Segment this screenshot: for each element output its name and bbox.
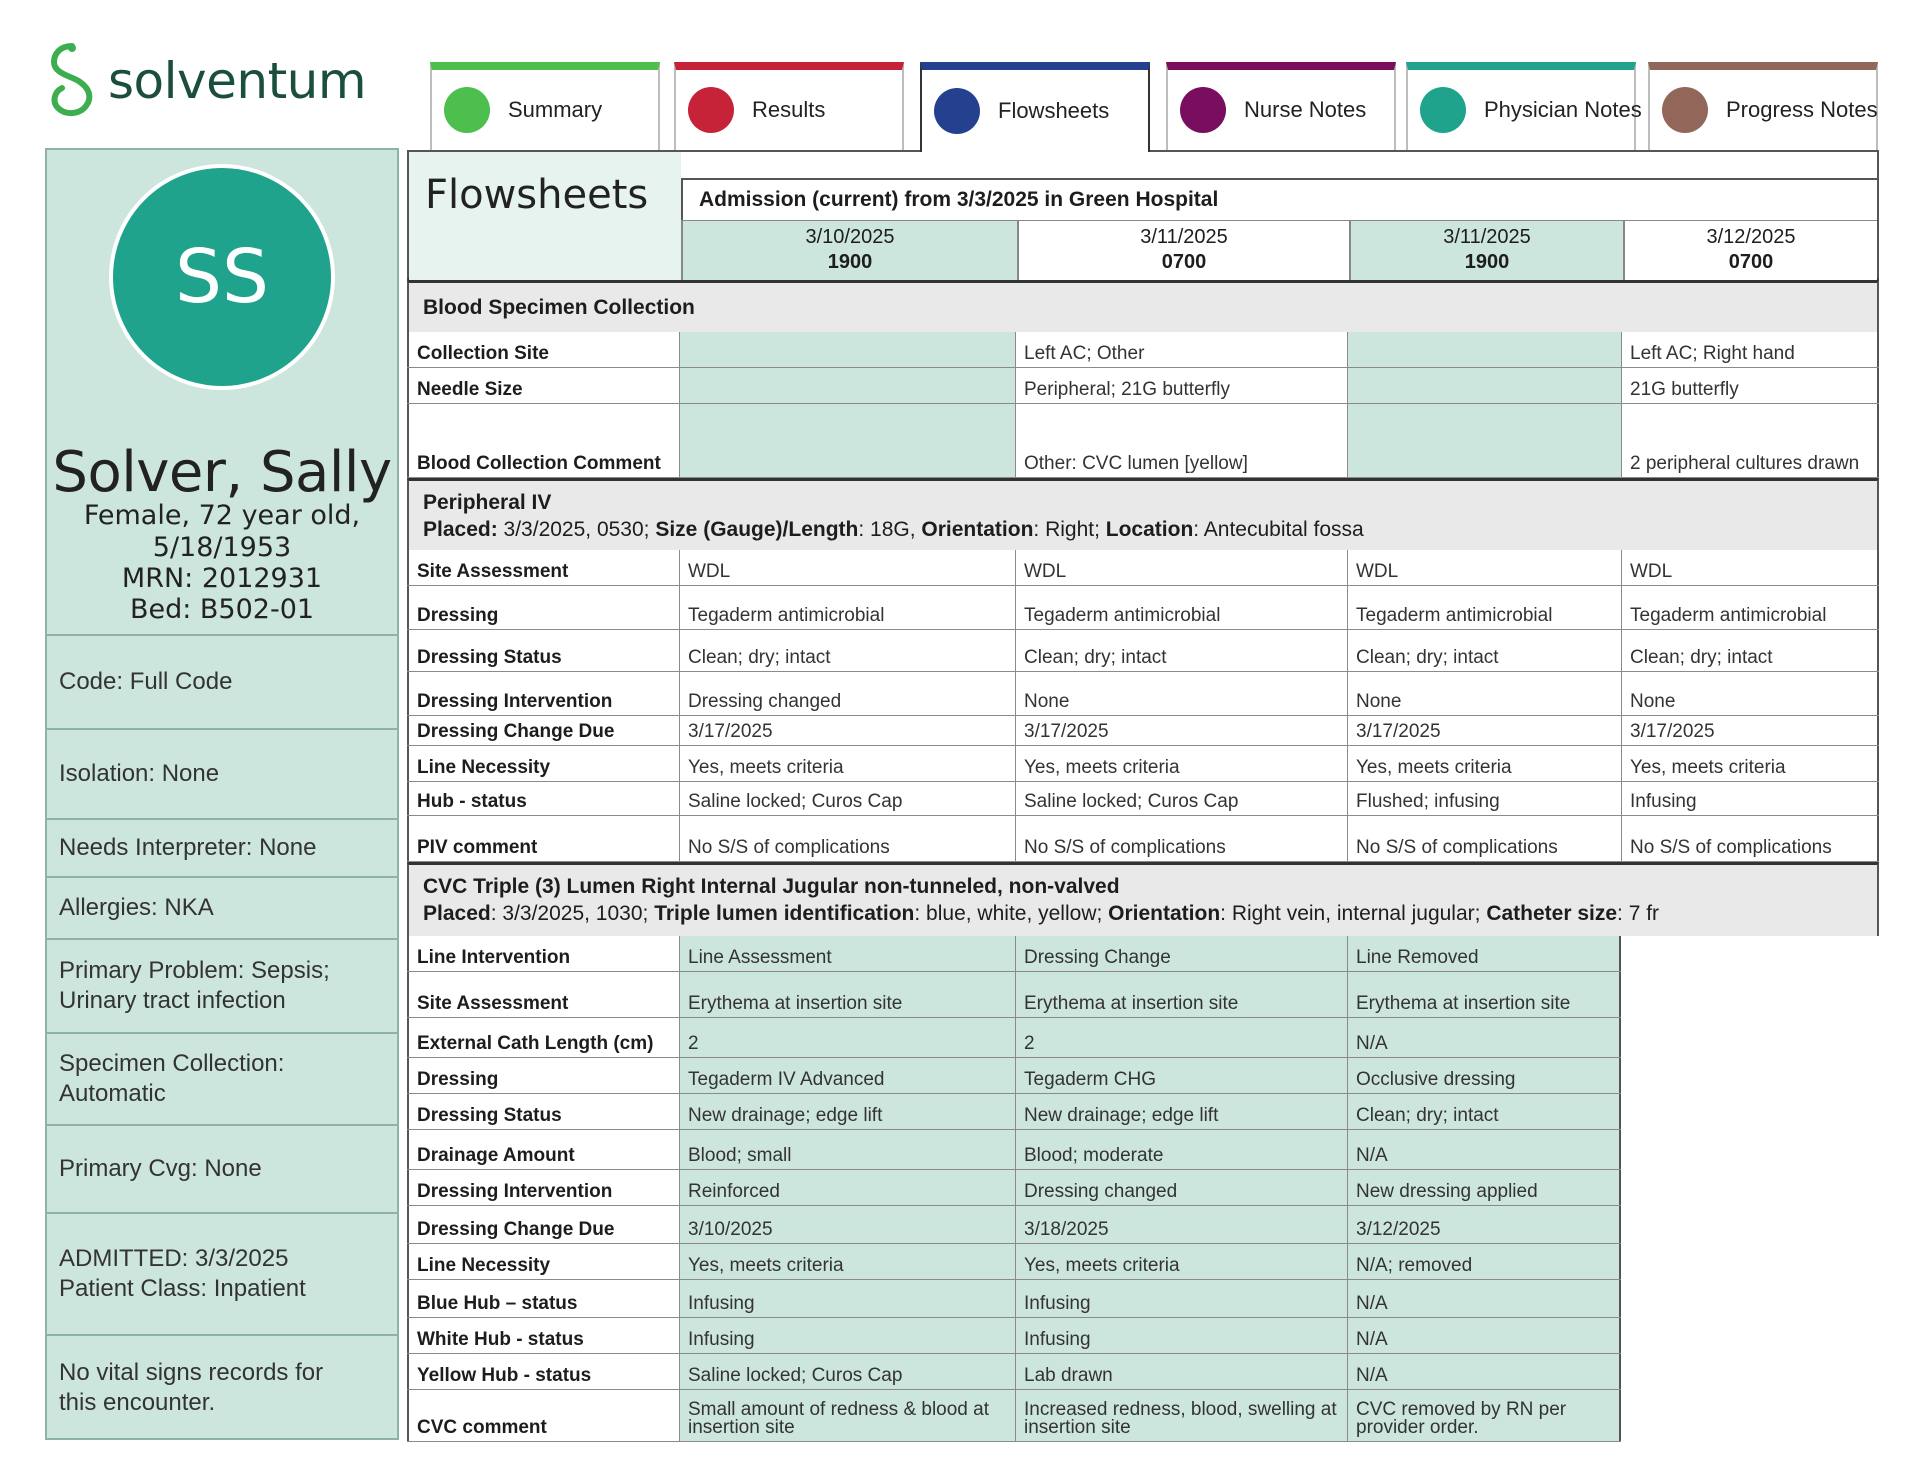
isolation-text: Isolation: None (59, 760, 220, 787)
progress-notes-dot-icon (1662, 87, 1708, 133)
row-label: Dressing Intervention (407, 672, 679, 715)
table-cell[interactable]: Saline locked; Curos Cap (1015, 782, 1347, 815)
specimen-line2: Automatic (59, 1080, 166, 1107)
size-value: : 18G, (858, 518, 922, 541)
patient-mrn: MRN: 2012931 (121, 563, 323, 594)
tab-flowsheets[interactable] (920, 62, 1150, 152)
tab-summary[interactable] (430, 62, 660, 150)
table-cell[interactable]: N/A (1347, 1318, 1621, 1353)
table-row (407, 782, 1879, 816)
admission-info (47, 1212, 397, 1334)
table-cell[interactable]: Tegaderm antimicrobial (1621, 586, 1879, 629)
tab-label: Summary (508, 97, 603, 122)
table-cell[interactable]: Tegaderm CHG (1015, 1058, 1347, 1093)
row-label: Line Necessity (407, 1244, 679, 1279)
table-cell[interactable]: WDL (679, 550, 1015, 585)
table-cell[interactable]: N/A (1347, 1130, 1621, 1169)
table-cell[interactable]: 3/17/2025 (1015, 716, 1347, 745)
cvc-placement-details (423, 900, 1877, 927)
table-cell[interactable] (679, 404, 1015, 477)
row-label: Site Assessment (407, 972, 679, 1017)
table-row (407, 1354, 1621, 1390)
table-row (407, 672, 1879, 716)
table-row (407, 1130, 1621, 1170)
catheter-size-value: : 7 fr (1617, 902, 1660, 925)
allergies-text: Allergies: NKA (59, 894, 214, 921)
table-cell[interactable] (1347, 368, 1621, 403)
table-cell[interactable]: Infusing (679, 1280, 1015, 1317)
table-row (407, 816, 1879, 862)
table-cell[interactable] (1347, 404, 1621, 477)
table-cell[interactable]: Tegaderm antimicrobial (1015, 586, 1347, 629)
table-cell[interactable]: Small amount of redness & blood at insertion site (679, 1390, 1015, 1441)
location-label: Location (1105, 518, 1194, 541)
row-label: CVC comment (407, 1390, 679, 1441)
column-date: 3/11/2025 (1443, 226, 1531, 248)
table-cell[interactable]: CVC removed by RN per provider order. (1347, 1390, 1621, 1441)
table-row (407, 1280, 1621, 1318)
table-cell[interactable]: Erythema at insertion site (1347, 972, 1621, 1017)
table-cell[interactable]: 2 peripheral cultures drawn (1621, 404, 1879, 477)
table-row (407, 1170, 1621, 1206)
table-cell[interactable] (679, 368, 1015, 403)
column-date: 3/11/2025 (1140, 226, 1228, 248)
table-cell[interactable]: None (1347, 672, 1621, 715)
table-cell[interactable]: 2 (1015, 1018, 1347, 1057)
solventum-s-icon (42, 42, 102, 120)
piv-placement-details (423, 516, 1877, 543)
orientation-value: : Right vein, internal jugular; (1220, 902, 1487, 925)
table-row (407, 1390, 1621, 1442)
table-cell[interactable]: N/A; removed (1347, 1244, 1621, 1279)
primary-problem (47, 938, 397, 1032)
table-cell[interactable]: Infusing (1621, 782, 1879, 815)
table-cell[interactable]: Tegaderm antimicrobial (1347, 586, 1621, 629)
primary-coverage (47, 1124, 397, 1212)
table-cell[interactable]: Infusing (1015, 1318, 1347, 1353)
table-cell[interactable]: Clean; dry; intact (1347, 1094, 1621, 1129)
column-time: 1900 (827, 251, 873, 273)
row-label: Dressing (407, 1058, 679, 1093)
table-row (407, 404, 1879, 478)
column-time: 0700 (1728, 251, 1774, 273)
table-cell[interactable] (679, 332, 1015, 367)
table-row (407, 1018, 1621, 1058)
catheter-size-label: Catheter size (1486, 902, 1618, 925)
tab-bar (430, 62, 1878, 150)
tab-label: Flowsheets (998, 98, 1110, 123)
vitals-line2: this encounter. (59, 1389, 216, 1416)
allergies (47, 876, 397, 938)
row-label: PIV comment (407, 816, 679, 861)
table-cell[interactable]: No S/S of complications (1347, 816, 1621, 861)
patient-panel (45, 148, 399, 1440)
row-label: External Cath Length (cm) (407, 1018, 679, 1057)
placed-label: Placed (423, 902, 491, 925)
nurse-notes-dot-icon (1180, 87, 1226, 133)
table-cell[interactable]: 3/18/2025 (1015, 1206, 1347, 1243)
flowsheets-dot-icon (934, 88, 980, 134)
table-cell[interactable]: Line Removed (1347, 936, 1621, 971)
table-row (407, 1094, 1621, 1130)
orientation-label: Orientation (1108, 902, 1221, 925)
results-dot-icon (688, 87, 734, 133)
tab-results[interactable] (674, 62, 904, 150)
table-cell[interactable]: Infusing (679, 1318, 1015, 1353)
row-label: Dressing (407, 586, 679, 629)
table-cell[interactable]: 3/10/2025 (679, 1206, 1015, 1243)
table-cell[interactable]: Yes, meets criteria (1621, 746, 1879, 781)
column-header[interactable] (681, 220, 1017, 280)
tab-label: Results (752, 97, 826, 122)
column-header[interactable] (1349, 220, 1623, 280)
lumen-id-label: Triple lumen identification (654, 902, 915, 925)
table-cell[interactable]: N/A (1347, 1354, 1621, 1389)
tab-nurse-notes[interactable] (1166, 62, 1396, 150)
table-cell[interactable]: Saline locked; Curos Cap (679, 1354, 1015, 1389)
row-label: Line Intervention (407, 936, 679, 971)
row-label: White Hub - status (407, 1318, 679, 1353)
table-cell[interactable]: Tegaderm antimicrobial (679, 586, 1015, 629)
table-cell[interactable]: Saline locked; Curos Cap (679, 782, 1015, 815)
brand-name: solventum (108, 52, 367, 110)
physician-notes-dot-icon (1420, 87, 1466, 133)
table-cell[interactable]: 3/17/2025 (679, 716, 1015, 745)
table-cell[interactable]: Increased redness, blood, swelling at insertion site (1015, 1390, 1347, 1441)
specimen-collection (47, 1032, 397, 1124)
table-cell[interactable]: Dressing changed (679, 672, 1015, 715)
table-cell[interactable]: No S/S of complications (1621, 816, 1879, 861)
table-cell[interactable]: No S/S of complications (679, 816, 1015, 861)
placed-label: Placed: (423, 518, 498, 541)
admitted-date: ADMITTED: 3/3/2025 (59, 1245, 289, 1272)
location-value: : Antecubital fossa (1193, 518, 1364, 541)
table-cell[interactable]: Erythema at insertion site (679, 972, 1015, 1017)
section-blood-specimen (407, 280, 1879, 332)
table-cell[interactable]: Other: CVC lumen [yellow] (1015, 404, 1347, 477)
row-label: Hub - status (407, 782, 679, 815)
table-cell[interactable] (1347, 332, 1621, 367)
patient-bed: Bed: B502-01 (129, 594, 315, 625)
table-row (407, 550, 1879, 586)
size-label: Size (Gauge)/Length (655, 518, 859, 541)
table-cell[interactable]: Blood; small (679, 1130, 1015, 1169)
table-cell[interactable]: Occlusive dressing (1347, 1058, 1621, 1093)
section-title: Blood Specimen Collection (423, 295, 695, 319)
tab-label: Progress Notes (1726, 97, 1878, 122)
column-date: 3/12/2025 (1706, 226, 1796, 248)
table-cell[interactable]: Flushed; infusing (1347, 782, 1621, 815)
row-label: Needle Size (407, 368, 679, 403)
specimen-line1: Specimen Collection: (59, 1050, 285, 1077)
vitals-line1: No vital signs records for (59, 1359, 324, 1386)
table-cell[interactable]: 3/17/2025 (1621, 716, 1879, 745)
table-row (407, 332, 1879, 368)
table-cell[interactable]: Line Assessment (679, 936, 1015, 971)
patient-name: Solver, Sally (52, 440, 392, 505)
table-row (407, 972, 1621, 1018)
table-cell[interactable]: Reinforced (679, 1170, 1015, 1205)
row-label: Line Necessity (407, 746, 679, 781)
table-cell[interactable]: Yes, meets criteria (1347, 746, 1621, 781)
column-header[interactable] (1017, 220, 1349, 280)
table-cell[interactable]: Dressing Change (1015, 936, 1347, 971)
lumen-id-value: : blue, white, yellow; (914, 902, 1109, 925)
table-row (407, 1206, 1621, 1244)
column-date: 3/10/2025 (805, 226, 895, 248)
column-header[interactable] (1623, 220, 1877, 280)
vital-signs-note (47, 1334, 397, 1440)
table-cell[interactable]: Erythema at insertion site (1015, 972, 1347, 1017)
table-cell[interactable]: None (1015, 672, 1347, 715)
row-label: Dressing Change Due (407, 716, 679, 745)
table-cell[interactable]: Yes, meets criteria (1015, 1244, 1347, 1279)
patient-demographics: Female, 72 year old, (83, 500, 361, 531)
table-row (407, 936, 1621, 972)
avatar: SS (109, 164, 335, 390)
table-cell[interactable]: New drainage; edge lift (679, 1094, 1015, 1129)
row-label: Drainage Amount (407, 1130, 679, 1169)
table-row (407, 746, 1879, 782)
table-cell[interactable]: N/A (1347, 1280, 1621, 1317)
table-cell[interactable]: New drainage; edge lift (1015, 1094, 1347, 1129)
orientation-value: : Right; (1033, 518, 1106, 541)
table-row (407, 1244, 1621, 1280)
table-row (407, 1318, 1621, 1354)
table-cell[interactable]: 21G butterfly (1621, 368, 1879, 403)
section-peripheral-iv (407, 478, 1879, 550)
table-cell[interactable]: New dressing applied (1347, 1170, 1621, 1205)
column-time: 0700 (1161, 251, 1207, 273)
tab-label: Physician Notes (1484, 97, 1642, 122)
patient-class: Patient Class: Inpatient (59, 1275, 306, 1302)
table-cell[interactable]: 2 (679, 1018, 1015, 1057)
solventum-logo (42, 42, 366, 120)
table-cell[interactable]: Dressing changed (1015, 1170, 1347, 1205)
code-status (47, 634, 397, 728)
table-cell[interactable]: Blood; moderate (1015, 1130, 1347, 1169)
table-cell[interactable]: Yes, meets criteria (1015, 746, 1347, 781)
admission-banner: Admission (current) from 3/3/2025 in Green Hospital (681, 178, 1877, 220)
code-status-text: Code: Full Code (59, 668, 233, 695)
row-label: Collection Site (407, 332, 679, 367)
patient-dob: 5/18/1953 (152, 532, 292, 563)
section-cvc (407, 862, 1879, 936)
row-label: Dressing Change Due (407, 1206, 679, 1243)
interpreter-text: Needs Interpreter: None (59, 834, 317, 861)
table-cell[interactable]: Lab drawn (1015, 1354, 1347, 1389)
table-cell[interactable]: Left AC; Right hand (1621, 332, 1879, 367)
table-cell[interactable]: Peripheral; 21G butterfly (1015, 368, 1347, 403)
table-cell[interactable]: Clean; dry; intact (1015, 630, 1347, 671)
table-cell[interactable]: Yes, meets criteria (679, 746, 1015, 781)
table-row (407, 368, 1879, 404)
row-label: Blood Collection Comment (407, 404, 679, 477)
tab-label: Nurse Notes (1244, 97, 1367, 122)
table-row (407, 716, 1879, 746)
tab-progress-notes[interactable] (1648, 62, 1878, 150)
table-cell[interactable]: No S/S of complications (1015, 816, 1347, 861)
section-title: CVC Triple (3) Lumen Right Internal Jugular non-tunneled, non-valved (423, 875, 1120, 898)
table-cell[interactable]: WDL (1621, 550, 1879, 585)
table-cell[interactable]: Tegaderm IV Advanced (679, 1058, 1015, 1093)
placed-value: : 3/3/2025, 1030; (490, 902, 655, 925)
table-cell[interactable]: Infusing (1015, 1280, 1347, 1317)
table-cell[interactable]: WDL (1347, 550, 1621, 585)
flowsheet-header (407, 150, 1879, 280)
primary-problem-line1: Primary Problem: Sepsis; (59, 957, 330, 984)
section-title: Peripheral IV (423, 491, 552, 514)
table-cell[interactable]: Clean; dry; intact (679, 630, 1015, 671)
row-label: Yellow Hub - status (407, 1354, 679, 1389)
table-cell[interactable]: Yes, meets criteria (679, 1244, 1015, 1279)
column-time: 1900 (1464, 251, 1510, 273)
row-label: Dressing Intervention (407, 1170, 679, 1205)
isolation-status (47, 728, 397, 818)
table-cell[interactable]: 3/12/2025 (1347, 1206, 1621, 1243)
page-title: Flowsheets (425, 172, 649, 218)
table-cell[interactable]: Clean; dry; intact (1621, 630, 1879, 671)
placed-value: 3/3/2025, 0530; (497, 518, 656, 541)
primary-problem-line2: Urinary tract infection (59, 987, 286, 1014)
flowsheet-panel (407, 150, 1879, 1442)
table-cell[interactable]: 3/17/2025 (1347, 716, 1621, 745)
tab-physician-notes[interactable] (1406, 62, 1642, 150)
row-label: Dressing Status (407, 630, 679, 671)
table-row (407, 1058, 1621, 1094)
table-cell[interactable]: N/A (1347, 1018, 1621, 1057)
summary-dot-icon (444, 87, 490, 133)
row-label: Dressing Status (407, 1094, 679, 1129)
row-label: Blue Hub – status (407, 1280, 679, 1317)
table-cell[interactable]: Clean; dry; intact (1347, 630, 1621, 671)
row-label: Site Assessment (407, 550, 679, 585)
table-row (407, 586, 1879, 630)
table-cell[interactable]: Left AC; Other (1015, 332, 1347, 367)
table-row (407, 630, 1879, 672)
table-cell[interactable]: WDL (1015, 550, 1347, 585)
interpreter-status (47, 818, 397, 876)
table-cell[interactable]: None (1621, 672, 1879, 715)
orientation-label: Orientation (921, 518, 1034, 541)
primary-coverage-text: Primary Cvg: None (59, 1155, 262, 1182)
